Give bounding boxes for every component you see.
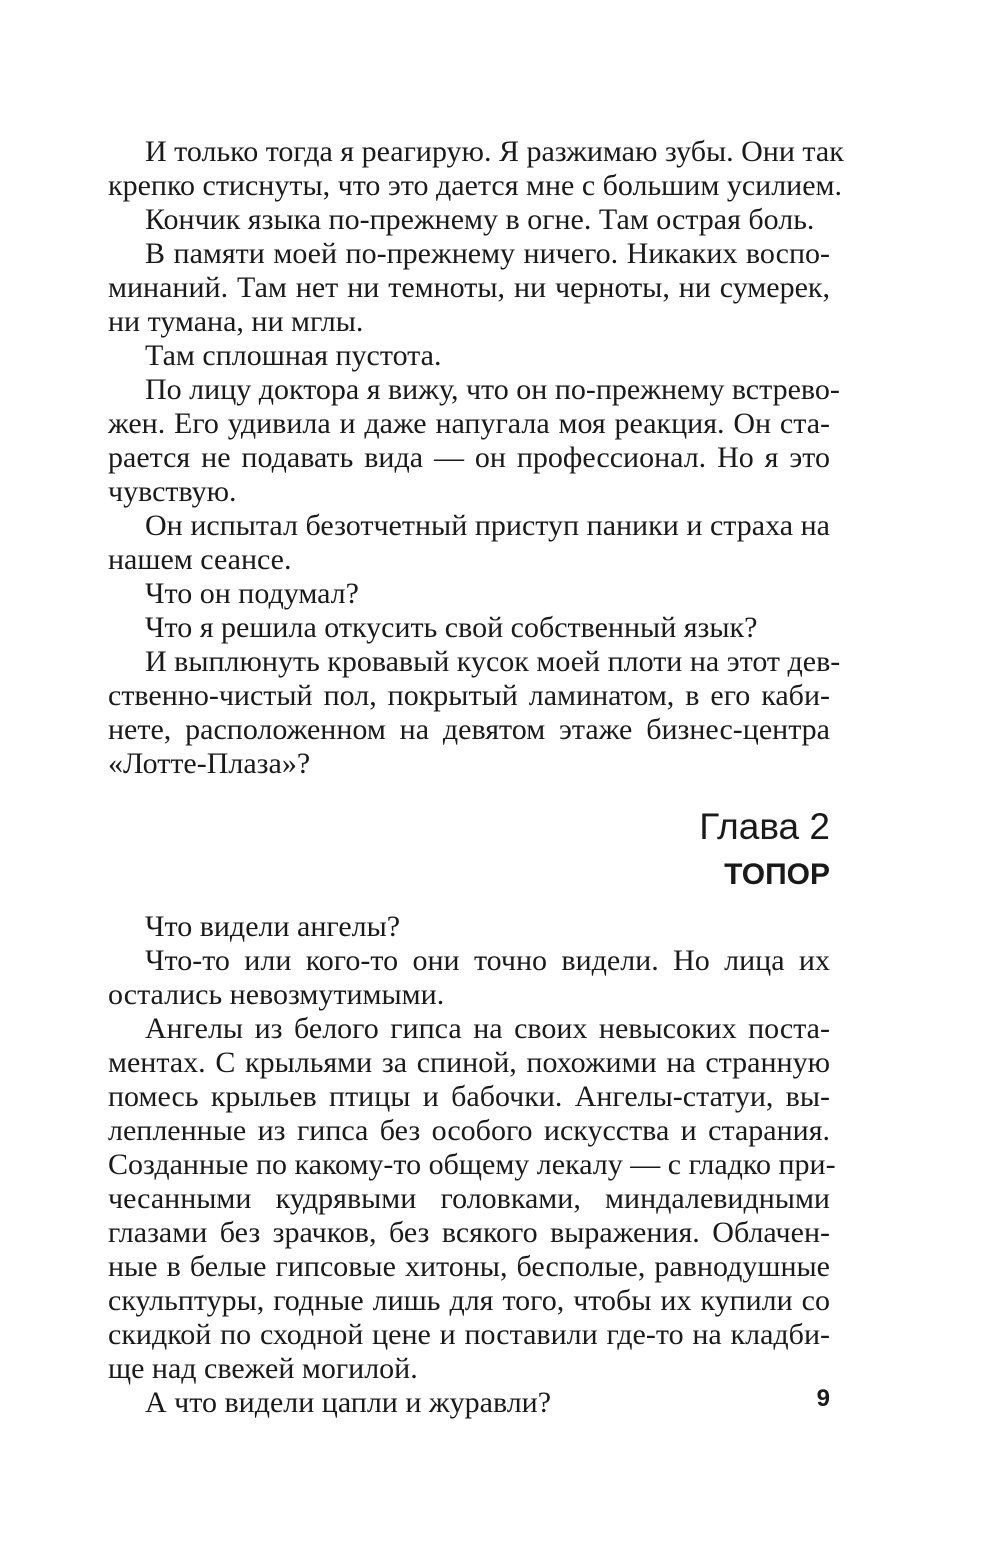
text-line: В памяти моей по-прежнему ничего. Никаких воспо- [145,237,830,270]
text-line: крепко стиснуты, что это дается мне с большим усилием. [108,169,843,202]
text-line: И выплюнуть кровавый кусок моей плоти на этот дев- [145,645,841,678]
text-line: минаний. Там нет ни темноты, ни черноты, ни сумерек, [108,271,830,304]
text-line: Там сплошная пустота. [145,339,442,372]
text-line: ни тумана, ни мглы. [108,305,364,338]
text-line: Созданные по какому-то общему лекалу — с гладко при- [108,1148,836,1181]
text-line: глазами без зрачков, без всякого выражения. Облачен- [108,1216,830,1249]
chapter-number: Глава 2 [699,806,830,847]
text-line: скидкой по сходной цене и поставили где-то на кладби- [108,1318,830,1351]
text-line: ные в белые гипсовые хитоны, бесполые, равнодушные [108,1250,830,1283]
page-number: 9 [816,1385,830,1412]
text-line: Что-то или кого-то они точно видели. Но лица их [145,944,830,977]
text-line: лепленные из гипса без особого искусства и старания. [108,1114,830,1147]
text-line: Кончик языка по-прежнему в огне. Там острая боль. [145,203,815,236]
text-line: жен. Его удивила и даже напугала моя реакция. Он ста- [108,407,830,440]
text-line: нете, расположенном на девятом этаже бизнес-центра [108,713,830,746]
text-line: ментах. С крыльями за спиной, похожими на странную [108,1046,830,1079]
text-line: чесанными кудрявыми головками, миндалевидными [108,1182,830,1215]
chapter-title: ТОПОР [724,858,830,891]
text-line: Что видели ангелы? [145,910,401,943]
text-line: рается не подавать вида — он профессионал. Но я это [108,441,830,474]
text-line: А что видели цапли и журавли? [145,1386,552,1419]
text-line: помесь крыльев птицы и бабочки. Ангелы-статуи, вы- [108,1080,830,1113]
text-line: нашем сеансе. [108,543,292,576]
text-line: Что он подумал? [145,577,359,610]
text-line: По лицу доктора я вижу, что он по-прежнему встрево- [145,373,840,406]
text-line: «Лотте-Плаза»? [108,747,311,780]
text-line: ще над свежей могилой. [108,1352,418,1385]
text-line: И только тогда я реагирую. Я разжимаю зубы. Они так [145,135,844,168]
text-line: Ангелы из белого гипса на своих невысоких поста- [145,1012,830,1045]
text-line: ственно-чистый пол, покрытый ламинатом, в его каби- [108,679,830,712]
text-line: Он испытал безотчетный приступ паники и страха на [145,509,830,542]
text-line: чувствую. [108,475,237,508]
text-line: остались невозмутимыми. [108,978,445,1011]
text-line: скульптуры, годные лишь для того, чтобы их купили со [108,1284,830,1317]
text-line: Что я решила откусить свой собственный язык? [145,611,758,644]
